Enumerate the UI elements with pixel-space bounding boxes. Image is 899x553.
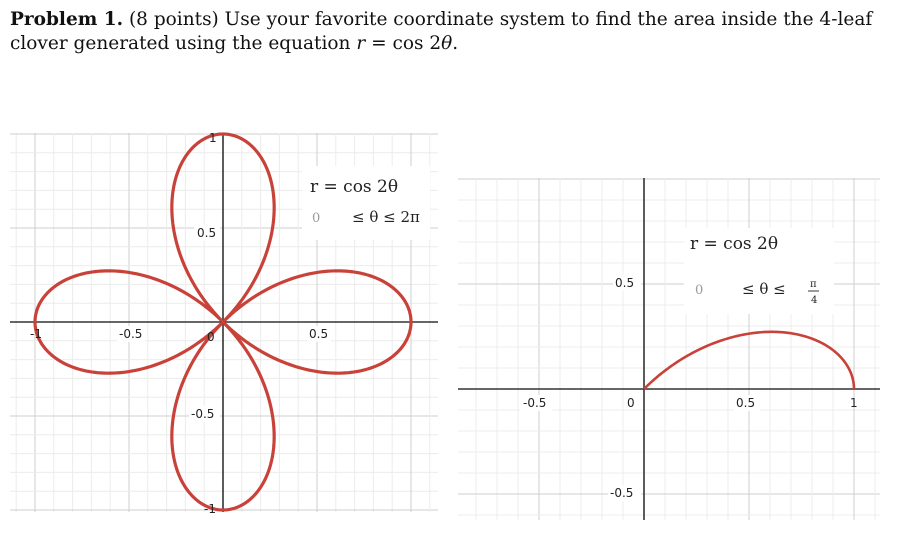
left-equation-text: r = cos 2θ	[310, 177, 399, 197]
problem-text-a: Use your favorite coordinate system to find the area inside the 4-leaf	[224, 9, 873, 30]
left-tick-y-neg-one: -1	[204, 502, 216, 516]
right-expression-label	[684, 228, 834, 314]
right-range-text: ≤ θ ≤	[742, 280, 786, 298]
equation-equals: =	[365, 33, 393, 54]
right-tick-origin: 0	[627, 396, 635, 410]
left-tick-x-neg-one: -1	[30, 327, 42, 341]
left-tick-x-neg-half: -0.5	[119, 327, 143, 341]
left-tick-origin: 0	[207, 330, 215, 344]
right-range-four: 4	[811, 295, 818, 306]
left-expression-label	[302, 166, 430, 240]
equation-r: r	[356, 33, 366, 54]
problem-label: Problem 1.	[10, 9, 124, 30]
right-tick-y-pos-half: 0.5	[615, 276, 635, 290]
left-range-text: ≤ θ ≤ 2π	[352, 208, 420, 226]
left-tick-x-pos-half: 0.5	[309, 327, 329, 341]
right-tick-x-pos-half: 0.5	[736, 396, 756, 410]
right-range-pi: π	[810, 279, 817, 290]
right-equation-text: r = cos 2θ	[690, 234, 779, 254]
left-tick-y-pos-half: 0.5	[197, 226, 217, 240]
left-range-start: 0	[312, 211, 321, 226]
problem-points: (8 points)	[128, 9, 219, 30]
equation-cos: cos 2	[392, 33, 442, 54]
right-tick-x-one: 1	[850, 396, 858, 410]
equation-end: .	[452, 33, 459, 54]
left-tick-y-neg-half: -0.5	[191, 407, 215, 421]
right-tick-y-neg-half: -0.5	[610, 486, 634, 500]
problem-text-b: clover generated using the equation	[10, 33, 351, 54]
equation-theta: θ	[441, 33, 453, 54]
right-tick-x-neg-half: -0.5	[523, 396, 547, 410]
left-tick-y-one: 1	[209, 131, 217, 145]
right-range-start: 0	[695, 283, 704, 298]
left-tick-labels	[30, 131, 331, 516]
